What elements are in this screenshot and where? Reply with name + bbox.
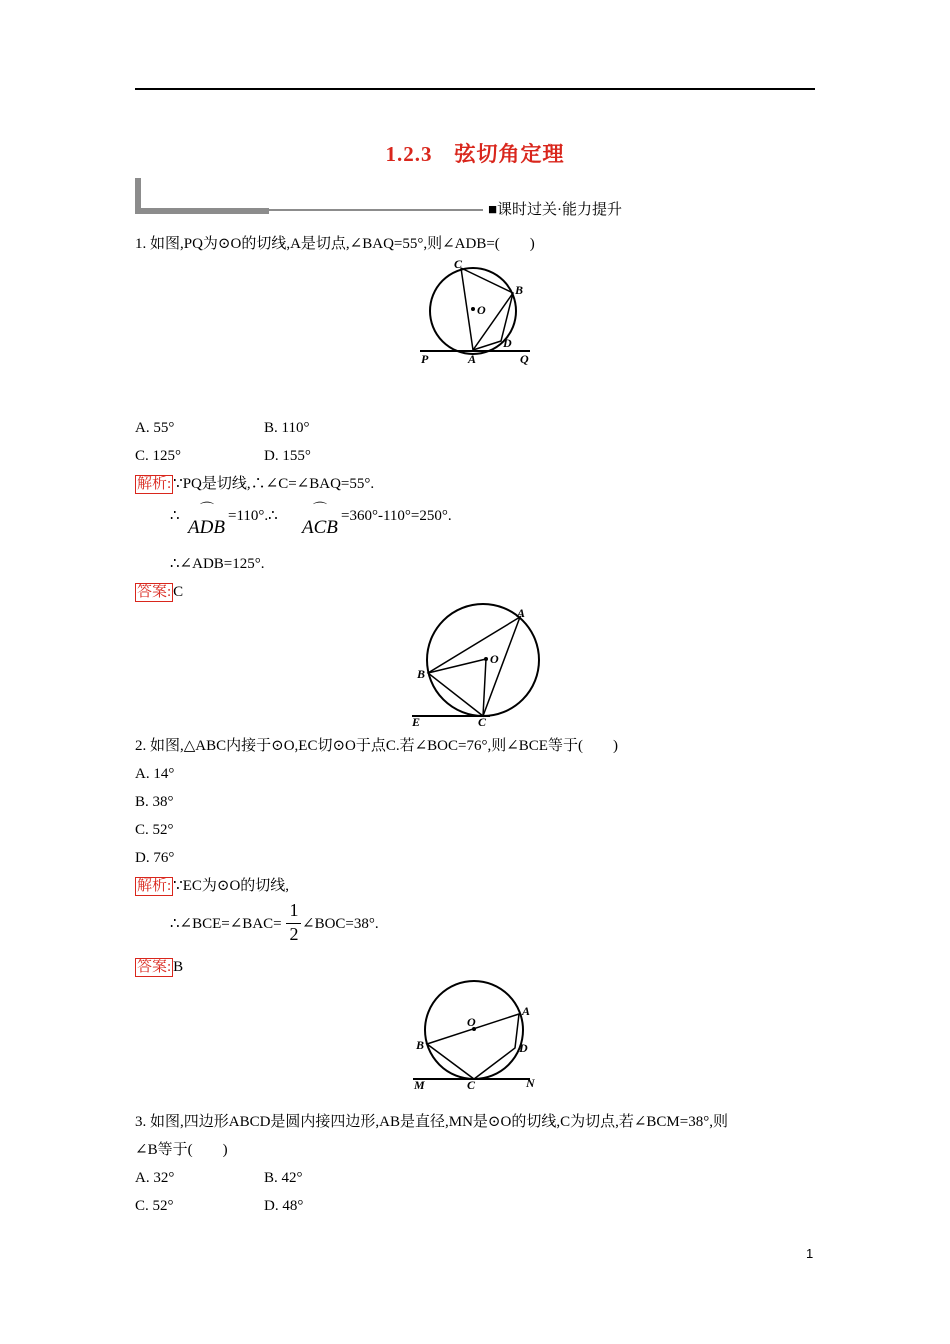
q2-option-d: D. 76° (135, 850, 175, 866)
section-label: ■课时过关·能力提升 (488, 202, 623, 218)
header-rule (135, 88, 815, 90)
q2-analysis-line1 (135, 876, 289, 896)
q2-option-a: A. 14° (135, 766, 175, 782)
page-title: 1.2.3 弦切角定理 (385, 142, 565, 166)
q3-stem-line2: ∠B等于( ) (135, 1142, 228, 1158)
q1-arc-mark-adb: ⌒ (200, 503, 214, 518)
q1-option-b: B. 110° (264, 420, 310, 436)
q3-figure (405, 975, 550, 1095)
q1-answer-tag: 答案: (137, 584, 172, 600)
q1-analysis-tag: 解析: (137, 476, 172, 492)
section-bar-bottom (135, 208, 269, 214)
q1-center-dot (471, 307, 475, 311)
q1-arc-acb: ACB (302, 517, 338, 538)
q1-arc-adb: ADB (188, 517, 225, 538)
q2-option-c: C. 52° (135, 822, 174, 838)
q1-label-o: O (477, 303, 486, 317)
q3-option-a: A. 32° (135, 1170, 175, 1186)
section-rule (269, 209, 483, 211)
q1-label-b: B (515, 283, 524, 297)
q2-triangle (428, 617, 520, 716)
q3-label-b: B (416, 1038, 425, 1052)
q2-figure (405, 600, 550, 735)
q1-label-p: P (421, 352, 429, 366)
q3-option-d: D. 48° (264, 1198, 304, 1214)
q1-analysis-text1: ∵PQ是切线,∴∠C=∠BAQ=55°. (173, 476, 375, 492)
q1-label-c: C (454, 257, 463, 271)
q2-analysis-text1: ∵EC为⊙O的切线, (173, 878, 290, 894)
q3-label-n: N (526, 1076, 535, 1090)
q1-figure (410, 252, 545, 367)
q2-label-b: B (417, 667, 426, 681)
q1-analysis-mid: =110°.∴ (228, 508, 278, 524)
q2-answer-value: B (173, 959, 184, 975)
q1-analysis-line3: ∴∠ADB=125°. (170, 556, 265, 572)
q2-label-c: C (478, 715, 487, 729)
q2-label-o: O (490, 652, 499, 666)
q1-answer (135, 582, 183, 602)
q2-answer-tag: 答案: (137, 959, 172, 975)
q3-option-b: B. 42° (264, 1170, 303, 1186)
q1-label-d: D (503, 336, 512, 350)
q1-label-a: A (468, 352, 477, 366)
q3-option-c: C. 52° (135, 1198, 174, 1214)
q3-label-a: A (522, 1004, 531, 1018)
q2-analysis-tag: 解析: (137, 878, 172, 894)
q2-center-dot (484, 657, 488, 661)
q1-analysis-prefix: ∴ (170, 508, 180, 524)
q1-analysis-line1 (135, 474, 374, 494)
q2-option-b: B. 38° (135, 794, 174, 810)
q2-label-a: A (517, 606, 526, 620)
q3-label-c: C (467, 1078, 476, 1092)
q1-answer-value: C (173, 584, 184, 600)
q1-option-d: D. 155° (264, 448, 311, 464)
q3-label-d: D (519, 1041, 528, 1055)
q1-analysis-suffix: =360°-110°=250°. (341, 508, 452, 524)
q1-arc-mark-acb: ⌒ (313, 503, 327, 518)
q3-label-o: O (467, 1015, 476, 1029)
page-number: 1 (806, 1246, 814, 1261)
q2-frac-denominator: 2 (289, 924, 299, 944)
q2-analysis-prefix: ∴∠BCE=∠BAC= (170, 916, 282, 932)
q2-frac-numerator: 1 (289, 900, 299, 920)
q3-label-m: M (414, 1078, 425, 1092)
q1-stem: 1. 如图,PQ为⊙O的切线,A是切点,∠BAQ=55°,则∠ADB=( ) (135, 236, 535, 252)
q1-option-c: C. 125° (135, 448, 182, 464)
q2-label-e: E (412, 715, 421, 729)
q3-stem-line1: 3. 如图,四边形ABCD是圆内接四边形,AB是直径,MN是⊙O的切线,C为切点,若∠BCM=38°,则 (135, 1114, 728, 1130)
q2-stem: 2. 如图,△ABC内接于⊙O,EC切⊙O于点C.若∠BOC=76°,则∠BCE等于( ) (135, 738, 618, 754)
q1-option-a: A. 55° (135, 420, 175, 436)
q1-label-q: Q (520, 352, 529, 366)
q2-answer (135, 957, 183, 977)
q2-analysis-suffix: ∠BOC=38°. (302, 916, 379, 932)
